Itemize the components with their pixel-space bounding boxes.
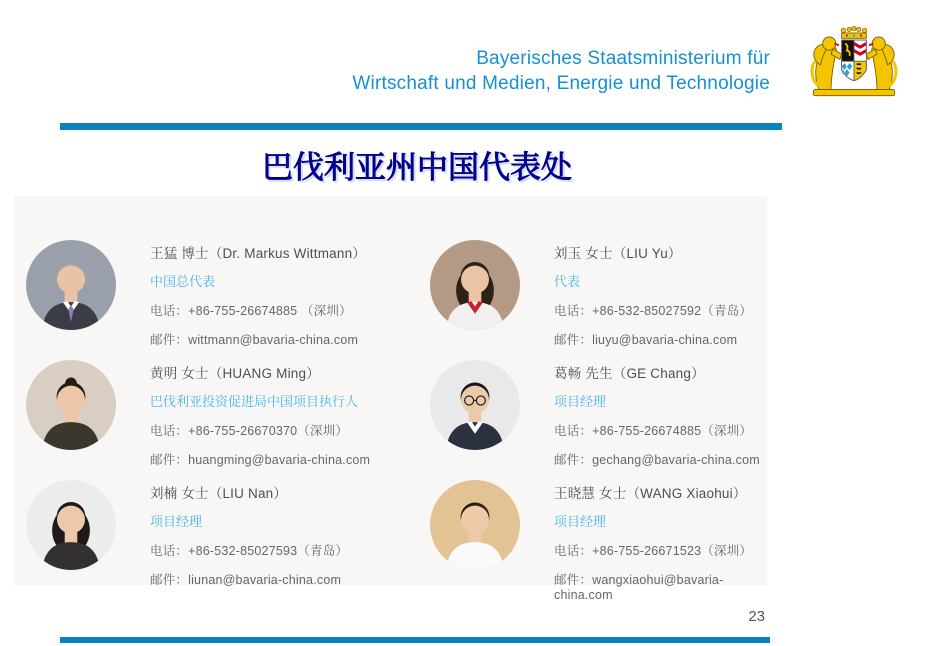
page-title: 巴伐利亚州中国代表处 — [262, 150, 572, 186]
contact-phone: 电话：+86-532-85027593（青岛） — [150, 544, 349, 558]
contact-email: 邮件：wangxiaohui@bavaria-china.com — [554, 573, 724, 602]
person-avatar-icon — [430, 480, 520, 570]
contact-phone: 电话：+86-532-85027592（青岛） — [554, 304, 753, 318]
contact-email: 邮件：huangming@bavaria-china.com — [150, 453, 371, 467]
contact-role: 项目经理 — [554, 514, 607, 529]
contact-email: 邮件：wittmann@bavaria-china.com — [150, 333, 359, 347]
header-divider-bar — [60, 123, 782, 130]
contact-phone: 电话：+86-755-26674885（深圳） — [554, 424, 753, 438]
contact-name: 黄明 女士（HUANG Ming） — [150, 366, 320, 381]
ministry-header — [352, 46, 770, 96]
contact-email: 邮件：gechang@bavaria-china.com — [554, 453, 760, 467]
contact-card — [430, 480, 767, 602]
contact-name: 王猛 博士（Dr. Markus Wittmann） — [150, 246, 366, 261]
contact-photo — [26, 480, 116, 570]
person-avatar-icon — [26, 480, 116, 570]
contact-photo — [430, 360, 520, 450]
contact-info — [150, 360, 370, 468]
contact-card — [430, 240, 752, 348]
contact-info — [554, 360, 760, 468]
contact-photo — [430, 240, 520, 330]
contact-role: 中国总代表 — [150, 274, 216, 289]
contact-email: 邮件：liunan@bavaria-china.com — [150, 573, 342, 587]
contact-info — [150, 480, 348, 588]
contact-name: 刘楠 女士（LIU Nan） — [150, 486, 288, 501]
person-avatar-icon — [26, 240, 116, 330]
contact-info — [150, 240, 366, 348]
person-avatar-icon — [26, 360, 116, 450]
contact-role: 巴伐利亚投资促进局中国项目执行人 — [150, 394, 359, 409]
person-avatar-icon — [430, 240, 520, 330]
contact-photo — [26, 360, 116, 450]
contact-phone: 电话：+86-755-26670370（深圳） — [150, 424, 349, 438]
contact-card — [26, 240, 366, 348]
ministry-header-line2: Wirtschaft und Medien, Energie und Technologie — [352, 73, 770, 94]
footer-divider-bar — [60, 637, 770, 643]
contact-role: 项目经理 — [150, 514, 203, 529]
contact-name: 王晓慧 女士（WANG Xiaohui） — [554, 486, 747, 501]
contact-card — [430, 360, 760, 468]
contact-phone: 电话：+86-755-26671523（深圳） — [554, 544, 753, 558]
contact-card — [26, 480, 348, 588]
contact-name: 葛畅 先生（GE Chang） — [554, 366, 705, 381]
page-number: 23 — [748, 608, 765, 625]
contact-photo — [26, 240, 116, 330]
contact-email: 邮件：liuyu@bavaria-china.com — [554, 333, 738, 347]
contact-phone: 电话：+86-755-26674885 （深圳） — [150, 304, 352, 318]
bavaria-logo — [801, 10, 907, 108]
contact-name: 刘玉 女士（LIU Yu） — [554, 246, 682, 261]
bavaria-coat-of-arms-icon — [801, 10, 907, 107]
contact-photo — [430, 480, 520, 570]
person-avatar-icon — [430, 360, 520, 450]
contact-card — [26, 360, 370, 468]
contact-info — [554, 480, 767, 602]
contacts-panel — [14, 196, 767, 602]
contact-role: 代表 — [554, 274, 581, 289]
contact-role: 项目经理 — [554, 394, 607, 409]
ministry-header-line1: Bayerisches Staatsministerium für — [476, 48, 770, 69]
contact-info — [554, 240, 752, 348]
